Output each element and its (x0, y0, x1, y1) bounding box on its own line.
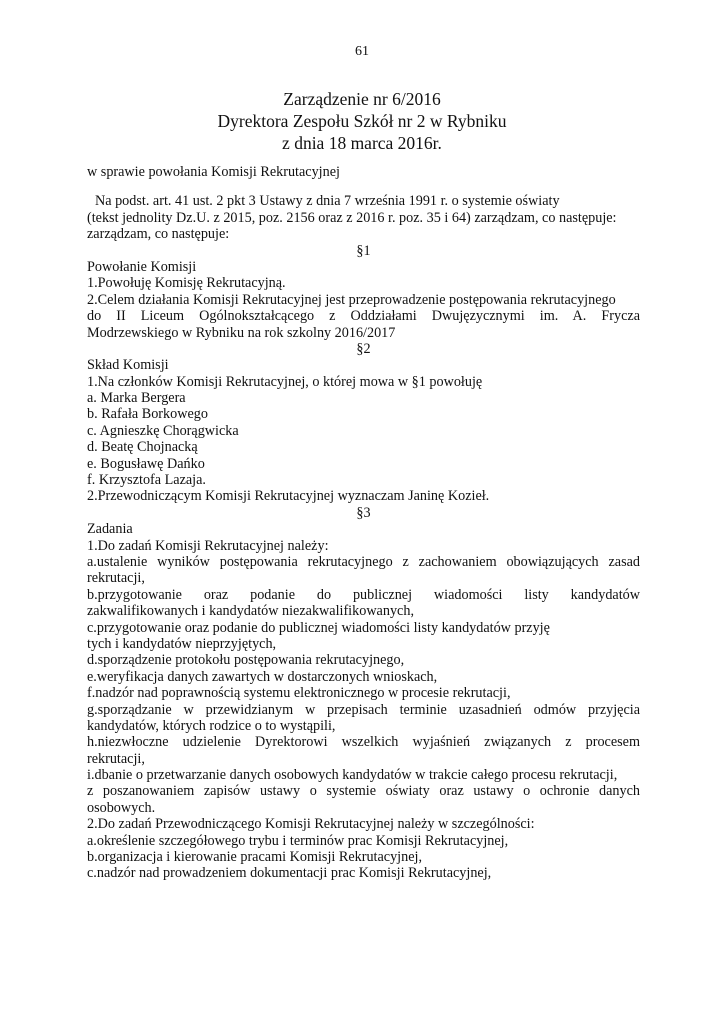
member-list-item: f. Krzysztofa Lazaja. (87, 472, 206, 489)
member-list-item: d. Beatę Chojnacką (87, 439, 198, 456)
chair-task-c: c.nadzór nad prowadzeniem dokumentacji prac Komisji Rekrutacyjnej, (87, 865, 492, 882)
member-list-item: c. Agnieszkę Chorągwicka (87, 422, 239, 439)
task-f: f.nadzór nad poprawnością systemu elektronicznego w procesie rekrutacji, (87, 685, 511, 702)
task-b-line1: b.przygotowanie oraz podanie do publicznej wiadomości listy kandydatów (87, 586, 640, 603)
subject-line: w sprawie powołania Komisji Rekrutacyjnej (87, 164, 340, 180)
title-line-2: Dyrektora Zespołu Szkół nr 2 w Rybniku (217, 111, 507, 131)
task-g-line1: g.sporządzanie w przewidzianym w przepisach terminie uzasadnień odmów przyjęcia (87, 701, 640, 718)
section-heading-3: Zadania (87, 521, 133, 538)
task-g-line2: kandydatów, których rodzice o to wystąpili, (87, 717, 336, 734)
s2-p1: 1.Na członków Komisji Rekrutacyjnej, o której mowa w §1 powołuję (87, 373, 483, 390)
task-b-line2: zakwalifikowanych i kandydatów niezakwalifikowanych, (87, 603, 414, 620)
task-i-line3: osobowych. (87, 799, 156, 816)
task-e: e.weryfikacja danych zawartych w dostarczonych wnioskach, (87, 668, 438, 685)
intro-line-3: zarządzam, co następuje: (87, 226, 230, 243)
title-line-1: Zarządzenie nr 6/2016 (283, 89, 441, 109)
task-a-line1: a.ustalenie wyników postępowania rekrutacyjnego z zachowaniem obowiązujących zasad (87, 553, 640, 570)
member-list-item: b. Rafała Borkowego (87, 406, 208, 423)
section-heading-2: Skład Komisji (87, 357, 169, 374)
intro-line-2: (tekst jednolity Dz.U. z 2015, poz. 2156 oraz z 2016 r. poz. 35 i 64) zarządzam, co następuje: (87, 209, 617, 226)
intro-line-1: Na podst. art. 41 ust. 2 pkt 3 Ustawy z dnia 7 września 1991 r. o systemie oświaty (95, 193, 560, 210)
s3-p1: 1.Do zadań Komisji Rekrutacyjnej należy: (87, 537, 329, 554)
s1-p2-line3: Modrzewskiego w Rybniku na rok szkolny 2016/2017 (87, 324, 396, 341)
s3-p2: 2.Do zadań Przewodniczącego Komisji Rekrutacyjnej należy w szczególności: (87, 816, 535, 833)
section-heading-1: Powołanie Komisji (87, 258, 197, 275)
s1-p1: 1.Powołuję Komisję Rekrutacyjną. (87, 275, 286, 292)
chair-task-a: a.określenie szczegółowego trybu i terminów prac Komisji Rekrutacyjnej, (87, 832, 509, 849)
task-c-line1: c.przygotowanie oraz podanie do publicznej wiadomości listy kandydatów przyję (87, 619, 550, 636)
section-mark-3: §3 (356, 504, 371, 521)
task-i-line1: i.dbanie o przetwarzanie danych osobowych kandydatów w trakcie całego procesu rekrutacji, (87, 767, 618, 784)
document-title (0, 88, 724, 154)
document-body (87, 164, 640, 882)
task-a-line2: rekrutacji, (87, 570, 145, 587)
section-mark-1: §1 (356, 242, 371, 259)
member-list-item: e. Bogusławę Dańko (87, 455, 205, 472)
chair-task-b: b.organizacja i kierowanie pracami Komisji Rekrutacyjnej, (87, 849, 422, 866)
task-h-line2: rekrutacji, (87, 750, 145, 767)
task-i-line2: z poszanowaniem zapisów ustawy o systemie oświaty oraz ustawy o ochronie danych (87, 783, 640, 800)
page-number: 61 (355, 44, 369, 59)
section-mark-2: §2 (356, 340, 371, 357)
task-h-line1: h.niezwłoczne udzielenie Dyrektorowi wszelkich wyjaśnień związanych z procesem (87, 734, 640, 751)
member-list-item: a. Marka Bergera (87, 390, 186, 407)
s1-p2-line2: do II Liceum Ogólnokształcącego z Oddziałami Dwujęzycznymi im. A. Frycza (87, 308, 640, 325)
task-d: d.sporządzenie protokołu postępowania rekrutacyjnego, (87, 652, 405, 669)
task-c-line2: tych i kandydatów nieprzyjętych, (87, 635, 277, 652)
s2-p2: 2.Przewodniczącym Komisji Rekrutacyjnej wyznaczam Janinę Kozieł. (87, 488, 490, 505)
title-line-3: z dnia 18 marca 2016r. (282, 133, 442, 153)
s1-p2-line1: 2.Celem działania Komisji Rekrutacyjnej jest przeprowadzenie postępowania rekrutacyjnego (87, 291, 616, 308)
